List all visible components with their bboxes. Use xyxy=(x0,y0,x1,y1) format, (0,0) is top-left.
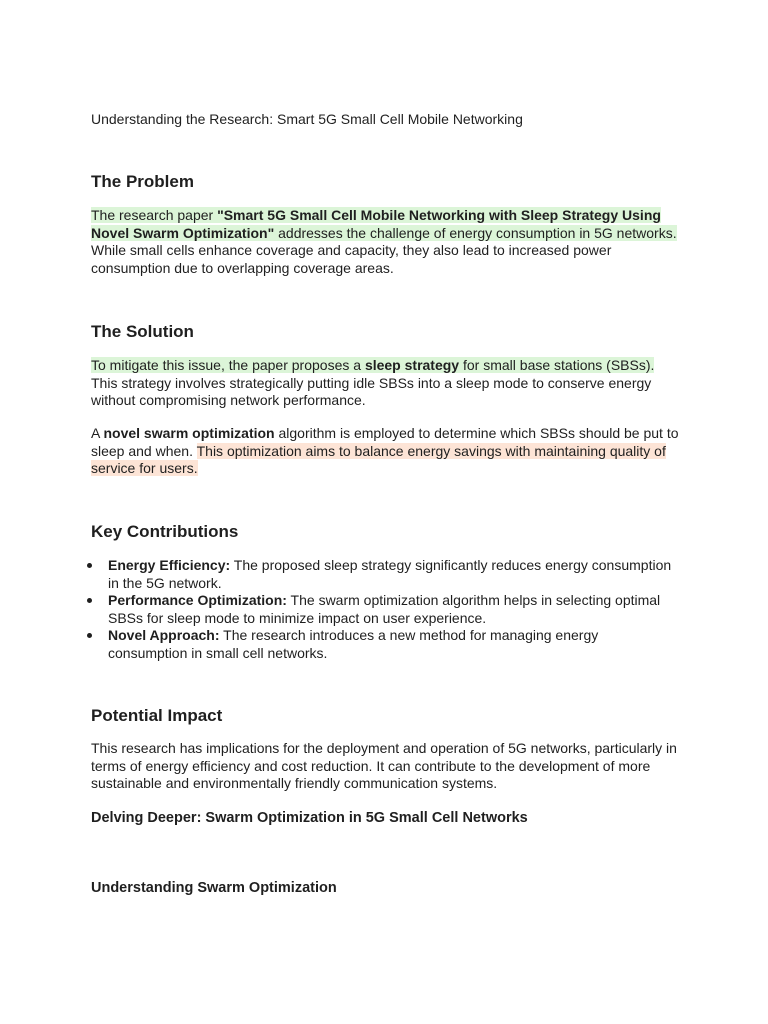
swarm-heading: Understanding Swarm Optimization xyxy=(91,880,337,896)
solution-text-suffix: for small base stations (SBSs). xyxy=(459,357,655,373)
solution-highlight xyxy=(91,357,654,373)
list-item xyxy=(91,627,681,662)
problem-text-rest: While small cells enhance coverage and capacity, they also lead to increased power consumption due to overlapping coverage areas. xyxy=(91,242,612,276)
solution-text-rest: This strategy involves strategically putting idle SBSs into a sleep mode to conserve energy without compromising network performance. xyxy=(91,374,652,408)
solution-p2-middle: algorithm is employed to determine which SBSs should be put to sleep and when. xyxy=(91,425,679,459)
solution-paragraph-1 xyxy=(91,357,681,410)
problem-paragraph xyxy=(91,207,681,277)
solution-p2-highlight: This optimization aims to balance energy savings with maintaining quality of service for users. xyxy=(91,442,666,476)
impact-heading: Potential Impact xyxy=(91,706,223,725)
paper-title-bold: "Smart 5G Small Cell Mobile Networking with Sleep Strategy Using Novel Swarm Optimization" xyxy=(91,207,661,241)
problem-heading: The Problem xyxy=(91,172,194,191)
deeper-heading: Delving Deeper: Swarm Optimization in 5G Small Cell Networks xyxy=(91,810,528,826)
contributions-heading: Key Contributions xyxy=(91,522,239,541)
sleep-strategy-bold: sleep strategy xyxy=(364,357,460,373)
impact-paragraph: This research has implications for the deployment and operation of 5G networks, particularly in terms of energy efficiency and cost reduction. It can contribute to the development of more sustainable and environmentally friendly communication systems. xyxy=(91,740,677,791)
list-item-label: Novel Approach: xyxy=(108,627,220,643)
solution-text-prefix: To mitigate this issue, the paper proposes a xyxy=(91,357,365,373)
bullet-icon xyxy=(87,633,92,638)
list-item-text: The research introduces a new method for managing energy consumption in small cell networks. xyxy=(108,627,599,661)
solution-p2-prefix: A xyxy=(91,425,104,441)
problem-text-suffix: addresses the challenge of energy consumption in 5G networks. xyxy=(274,224,677,241)
bullet-icon xyxy=(87,563,92,568)
problem-text-prefix: The research paper xyxy=(91,207,218,223)
solution-paragraph-2 xyxy=(91,425,681,478)
list-item-text: The proposed sleep strategy significantly reduces energy consumption in the 5G network. xyxy=(108,557,672,591)
list-item-text: The swarm optimization algorithm helps in selecting optimal SBSs for sleep mode to minimize impact on user experience. xyxy=(108,592,661,626)
problem-highlight xyxy=(91,207,677,241)
list-item xyxy=(91,592,681,627)
list-item-label: Energy Efficiency: xyxy=(108,557,231,573)
solution-heading: The Solution xyxy=(91,322,194,341)
contributions-list xyxy=(91,557,681,662)
bullet-icon xyxy=(87,598,92,603)
list-item-label: Performance Optimization: xyxy=(108,592,287,608)
swarm-optimization-bold: novel swarm optimization xyxy=(103,425,275,441)
document-title: Understanding the Research: Smart 5G Small Cell Mobile Networking xyxy=(91,111,523,127)
list-item xyxy=(91,557,681,592)
